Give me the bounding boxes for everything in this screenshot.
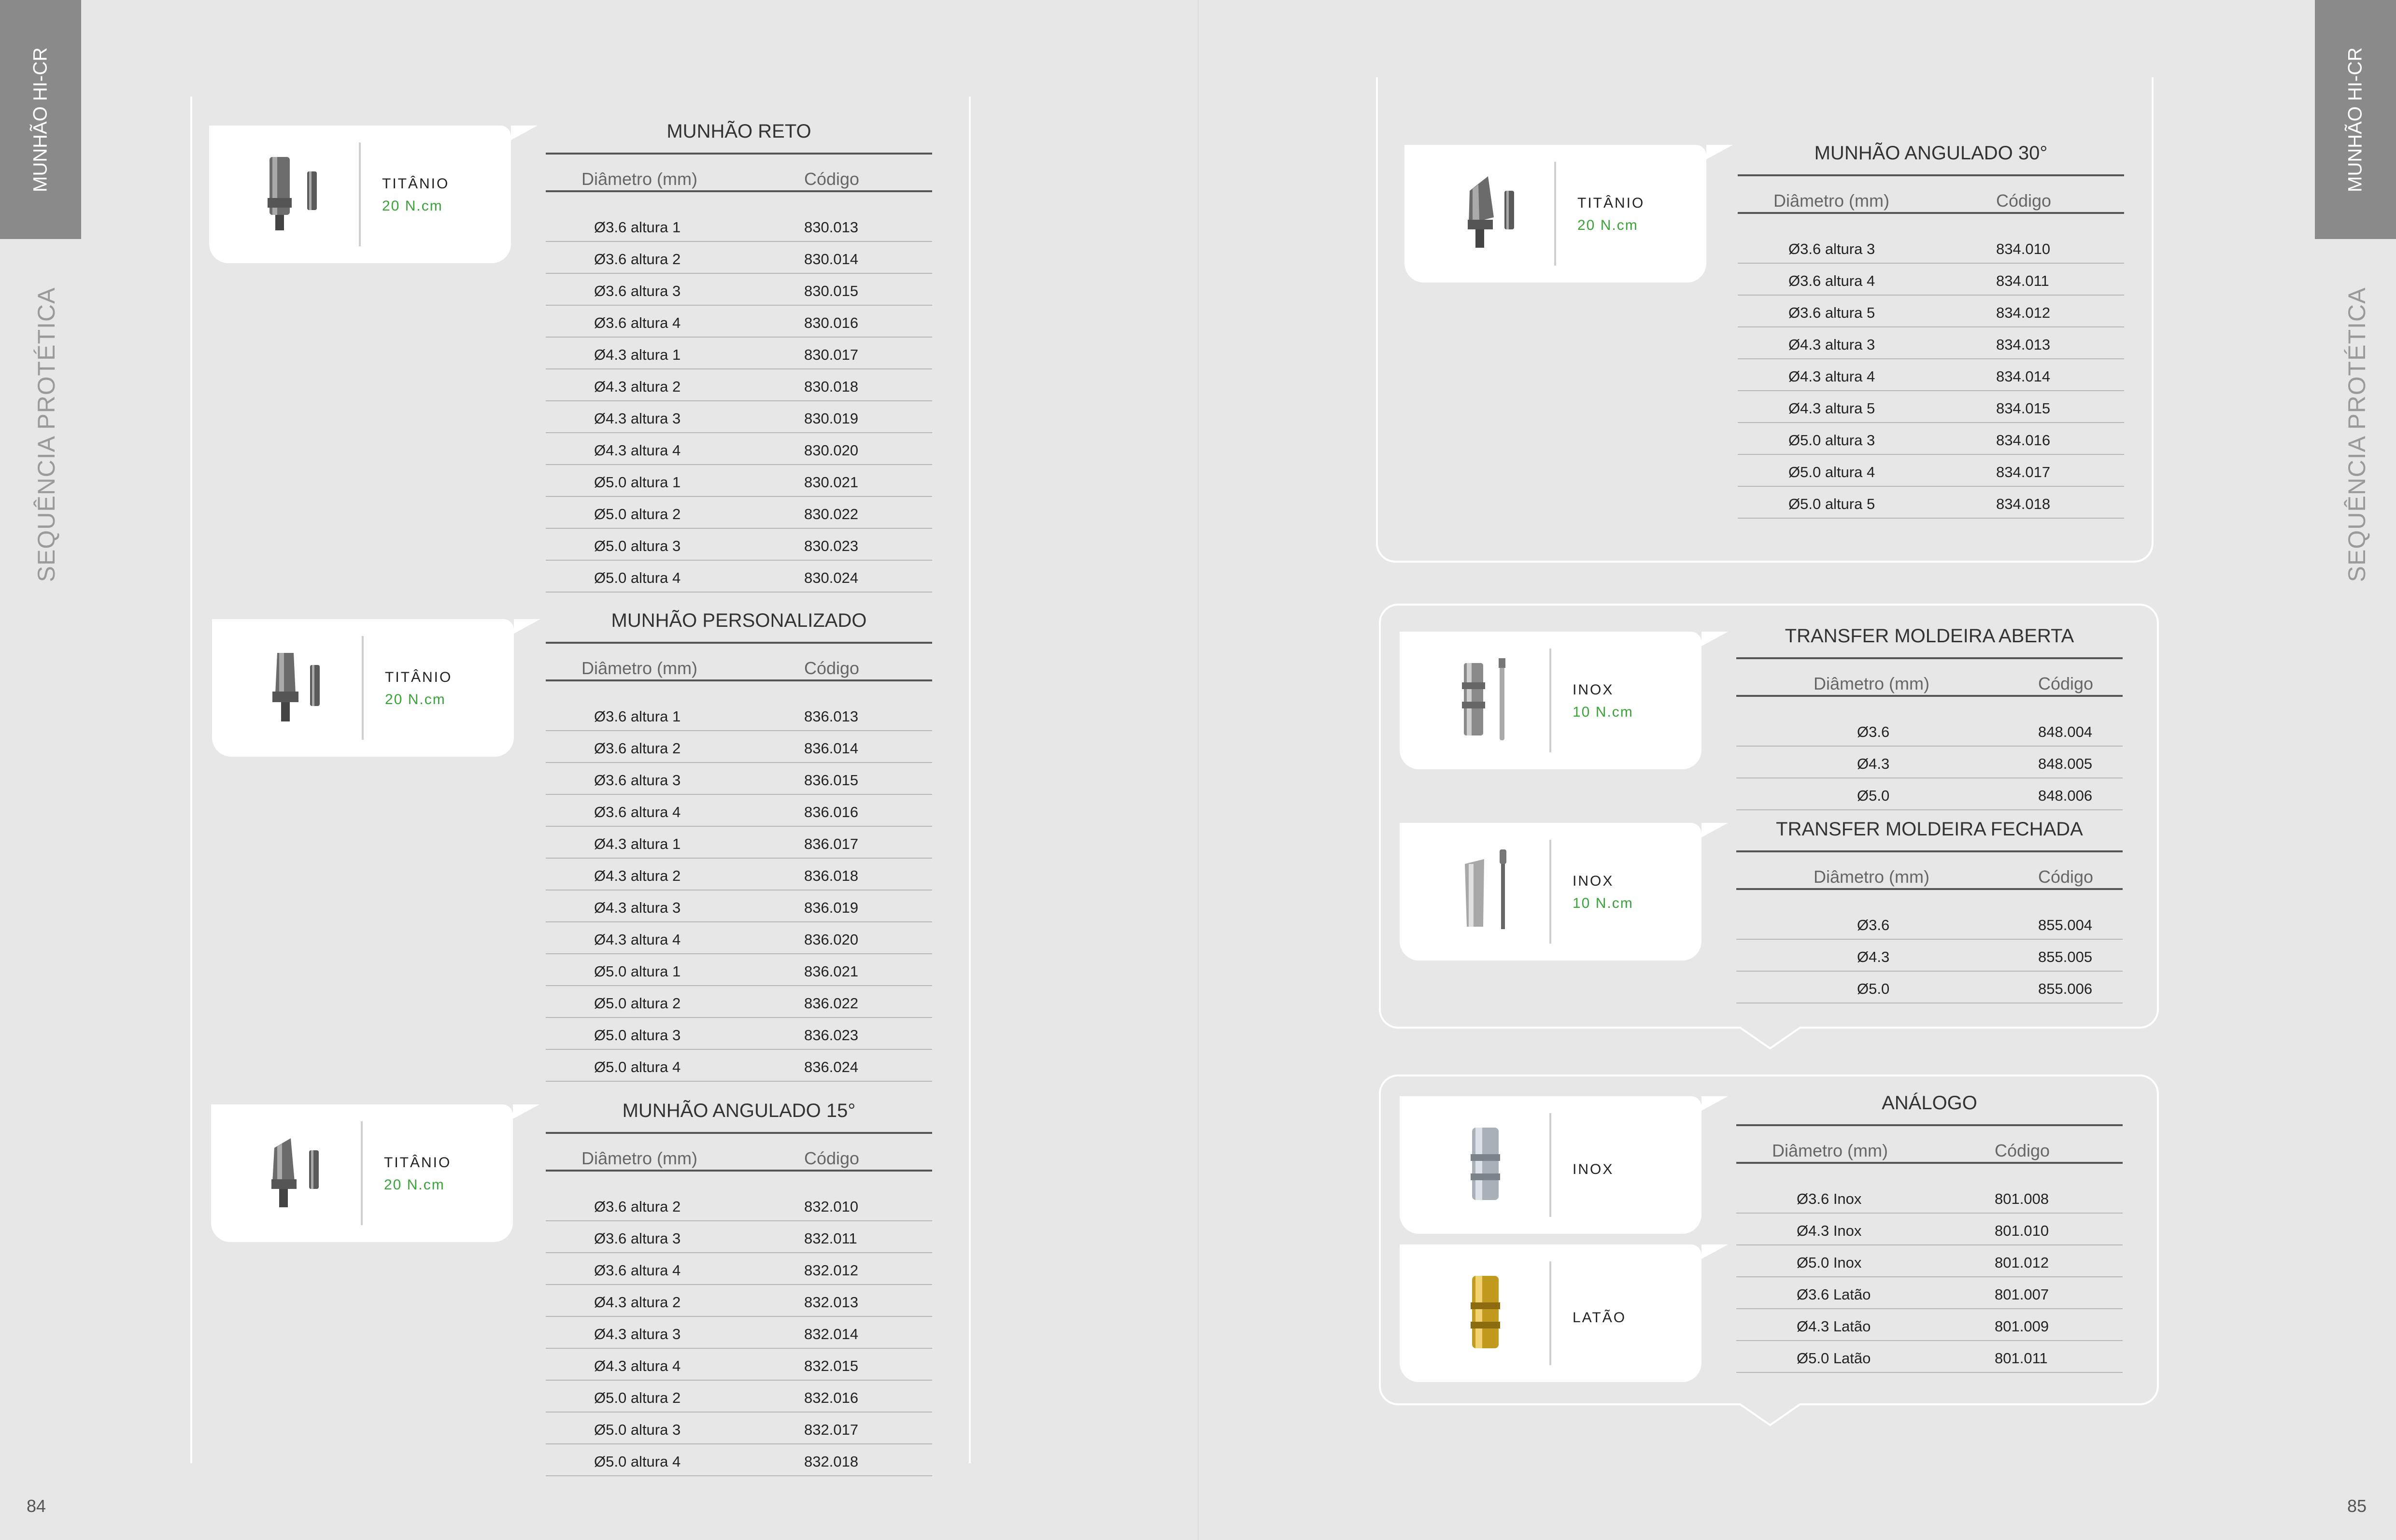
cell-code: 801.012 bbox=[1995, 1254, 2049, 1271]
cell-diameter: Ø5.0 Latão bbox=[1797, 1350, 1871, 1367]
left-side-tab-text: MUNHÃO HI-CR bbox=[29, 47, 51, 192]
table-row bbox=[546, 274, 932, 306]
table-row bbox=[546, 465, 932, 497]
cell-diameter: Ø4.3 altura 3 bbox=[594, 410, 681, 427]
torque-label: 20 N.cm bbox=[382, 198, 443, 214]
table-title: MUNHÃO PERSONALIZADO bbox=[611, 610, 867, 631]
table-row bbox=[1738, 359, 2124, 391]
cell-diameter: Ø4.3 altura 4 bbox=[594, 1357, 681, 1374]
page-divider bbox=[1198, 0, 1199, 1540]
table-row bbox=[1738, 232, 2124, 264]
table-row bbox=[1736, 1214, 2123, 1245]
product-card-transfer-aberta bbox=[1400, 632, 1701, 769]
material-label: INOX bbox=[1573, 1161, 1614, 1177]
abutment-straight-image bbox=[255, 147, 337, 239]
cell-code: 834.017 bbox=[1996, 464, 2051, 480]
material-label: TITÂNIO bbox=[1577, 195, 1645, 211]
cell-code: 830.018 bbox=[804, 378, 859, 395]
column-header-diameter: Diâmetro (mm) bbox=[581, 1148, 697, 1168]
table-row bbox=[1736, 908, 2123, 940]
cell-code: 830.014 bbox=[804, 251, 859, 268]
product-card-angulado-30 bbox=[1404, 145, 1706, 283]
table-row bbox=[1736, 1309, 2123, 1341]
table-row bbox=[546, 210, 932, 242]
cell-code: 830.019 bbox=[804, 410, 859, 427]
table-row bbox=[1736, 1277, 2123, 1309]
column-header-diameter: Diâmetro (mm) bbox=[1814, 674, 1929, 693]
column-header-diameter: Diâmetro (mm) bbox=[1773, 191, 1889, 211]
cell-diameter: Ø3.6 altura 3 bbox=[594, 772, 681, 789]
cell-diameter: Ø3.6 altura 5 bbox=[1788, 304, 1875, 321]
table-row bbox=[546, 1413, 932, 1444]
cell-code: 801.009 bbox=[1995, 1318, 2049, 1335]
table-row bbox=[546, 369, 932, 401]
table-row bbox=[546, 1253, 932, 1285]
cell-diameter: Ø5.0 altura 4 bbox=[594, 569, 681, 586]
cell-diameter: Ø4.3 altura 1 bbox=[594, 835, 681, 852]
table-row bbox=[1738, 455, 2124, 487]
cell-diameter: Ø4.3 altura 3 bbox=[594, 1326, 681, 1342]
table-row bbox=[546, 1285, 932, 1317]
table-row bbox=[1738, 327, 2124, 359]
product-card-transfer-fechada bbox=[1400, 823, 1701, 961]
cell-diameter: Ø4.3 altura 2 bbox=[594, 1294, 681, 1311]
cell-diameter: Ø3.6 altura 3 bbox=[594, 283, 681, 299]
material-label: INOX bbox=[1573, 682, 1614, 698]
table-title: TRANSFER MOLDEIRA ABERTA bbox=[1785, 625, 2074, 647]
cell-diameter: Ø3.6 bbox=[1857, 723, 1890, 740]
material-label: LATÃO bbox=[1573, 1310, 1627, 1326]
material-label: TITÂNIO bbox=[382, 176, 450, 192]
cell-code: 836.019 bbox=[804, 899, 859, 916]
cell-code: 836.014 bbox=[804, 740, 859, 757]
product-card-angulado-15 bbox=[211, 1104, 513, 1242]
left-page-number: 84 bbox=[27, 1496, 46, 1516]
column-header-code: Código bbox=[1996, 191, 2052, 211]
cell-code: 836.017 bbox=[804, 835, 859, 852]
transfer-open-tray-image bbox=[1446, 653, 1528, 745]
cell-code: 801.011 bbox=[1995, 1350, 2048, 1367]
cell-code: 834.018 bbox=[1996, 495, 2051, 512]
group-notch-transfers bbox=[1739, 1027, 1801, 1051]
cell-diameter: Ø3.6 altura 4 bbox=[594, 314, 681, 331]
cell-code: 832.010 bbox=[804, 1198, 859, 1215]
cell-diameter: Ø3.6 Latão bbox=[1797, 1286, 1871, 1303]
cell-code: 848.004 bbox=[2038, 723, 2093, 740]
material-label: INOX bbox=[1573, 873, 1614, 889]
table-row bbox=[1736, 778, 2123, 810]
right-side-label-text: SEQUÊNCIA PROTÉTICA bbox=[2343, 287, 2370, 582]
cell-code: 830.022 bbox=[804, 506, 859, 523]
table-title: MUNHÃO ANGULADO 15° bbox=[622, 1100, 856, 1121]
cell-code: 830.021 bbox=[804, 474, 859, 491]
left-side-label bbox=[32, 266, 61, 604]
table-header bbox=[546, 650, 932, 683]
cell-code: 801.010 bbox=[1995, 1222, 2049, 1239]
cell-diameter: Ø4.3 altura 2 bbox=[594, 378, 681, 395]
cell-code: 830.016 bbox=[804, 314, 859, 331]
cell-code: 848.006 bbox=[2038, 787, 2093, 804]
right-side-tab-text: MUNHÃO HI-CR bbox=[2344, 47, 2366, 192]
column-header-diameter: Diâmetro (mm) bbox=[1814, 867, 1929, 887]
cell-diameter: Ø3.6 altura 2 bbox=[594, 740, 681, 757]
table-row bbox=[1736, 747, 2123, 778]
column-header-code: Código bbox=[804, 169, 860, 189]
cell-diameter: Ø3.6 altura 4 bbox=[1788, 272, 1875, 289]
transfer-closed-tray-image bbox=[1446, 845, 1528, 936]
cell-diameter: Ø5.0 altura 1 bbox=[594, 474, 681, 491]
cell-diameter: Ø5.0 altura 3 bbox=[594, 1027, 681, 1044]
cell-diameter: Ø5.0 altura 3 bbox=[594, 537, 681, 554]
cell-diameter: Ø3.6 altura 3 bbox=[594, 1230, 681, 1247]
cell-code: 832.018 bbox=[804, 1453, 859, 1470]
table-title: TRANSFER MOLDEIRA FECHADA bbox=[1776, 819, 2083, 840]
cell-diameter: Ø3.6 altura 4 bbox=[594, 1262, 681, 1279]
table-row bbox=[546, 954, 932, 986]
cell-diameter: Ø4.3 altura 4 bbox=[594, 931, 681, 948]
cell-diameter: Ø4.3 bbox=[1857, 755, 1890, 772]
column-header-code: Código bbox=[804, 658, 860, 678]
right-side-tab bbox=[2315, 0, 2396, 239]
cell-code: 836.015 bbox=[804, 772, 859, 789]
cell-code: 855.006 bbox=[2038, 980, 2093, 997]
cell-diameter: Ø4.3 Latão bbox=[1797, 1318, 1871, 1335]
left-side-tab bbox=[0, 0, 81, 239]
cell-code: 836.024 bbox=[804, 1059, 859, 1075]
table-row bbox=[546, 1381, 932, 1413]
cell-code: 830.023 bbox=[804, 537, 859, 554]
table-row bbox=[546, 699, 932, 731]
cell-diameter: Ø5.0 altura 2 bbox=[594, 506, 681, 523]
cell-code: 836.023 bbox=[804, 1027, 859, 1044]
cell-code: 855.004 bbox=[2038, 917, 2093, 933]
cell-code: 836.018 bbox=[804, 867, 859, 884]
cell-diameter: Ø4.3 altura 2 bbox=[594, 867, 681, 884]
cell-code: 832.011 bbox=[804, 1230, 857, 1247]
cell-diameter: Ø4.3 altura 4 bbox=[1788, 368, 1875, 385]
cell-diameter: Ø5.0 altura 2 bbox=[594, 995, 681, 1012]
table-row bbox=[546, 1444, 932, 1476]
cell-diameter: Ø5.0 altura 3 bbox=[594, 1421, 681, 1438]
cell-code: 836.021 bbox=[804, 963, 859, 980]
right-side-label bbox=[2342, 266, 2371, 604]
cell-diameter: Ø5.0 altura 1 bbox=[594, 963, 681, 980]
table-row bbox=[1736, 940, 2123, 972]
column-header-code: Código bbox=[2038, 674, 2094, 693]
table-header bbox=[1738, 182, 2124, 216]
table-row bbox=[546, 922, 932, 954]
cell-code: 830.015 bbox=[804, 283, 859, 299]
cell-diameter: Ø4.3 bbox=[1857, 948, 1890, 965]
cell-diameter: Ø4.3 Inox bbox=[1797, 1222, 1862, 1239]
torque-label: 20 N.cm bbox=[384, 1177, 445, 1193]
table-header bbox=[546, 160, 932, 194]
table-row bbox=[1738, 296, 2124, 327]
cell-code: 832.012 bbox=[804, 1262, 859, 1279]
cell-diameter: Ø4.3 altura 5 bbox=[1788, 400, 1875, 417]
table-title: MUNHÃO RETO bbox=[666, 121, 811, 142]
table-row bbox=[1738, 391, 2124, 423]
abutment-angled-30-image bbox=[1450, 167, 1532, 258]
cell-code: 834.013 bbox=[1996, 336, 2051, 353]
cell-diameter: Ø5.0 Inox bbox=[1797, 1254, 1862, 1271]
material-label: TITÂNIO bbox=[384, 1155, 452, 1171]
table-row bbox=[546, 890, 932, 922]
cell-code: 834.010 bbox=[1996, 240, 2051, 257]
torque-label: 10 N.cm bbox=[1573, 895, 1633, 911]
cell-diameter: Ø3.6 altura 4 bbox=[594, 804, 681, 820]
table-row bbox=[546, 859, 932, 890]
table-row bbox=[546, 338, 932, 369]
cell-diameter: Ø5.0 bbox=[1857, 980, 1890, 997]
table-row bbox=[546, 497, 932, 529]
cell-diameter: Ø5.0 altura 2 bbox=[594, 1389, 681, 1406]
cell-code: 836.020 bbox=[804, 931, 859, 948]
table-row bbox=[546, 401, 932, 433]
product-card-reto bbox=[209, 126, 511, 263]
table-row bbox=[546, 1221, 932, 1253]
table-row bbox=[546, 1349, 932, 1381]
table-row bbox=[546, 306, 932, 338]
column-header-code: Código bbox=[1995, 1141, 2050, 1160]
cell-diameter: Ø5.0 altura 3 bbox=[1788, 432, 1875, 449]
table-row bbox=[546, 986, 932, 1018]
cell-diameter: Ø3.6 altura 3 bbox=[1788, 240, 1875, 257]
cell-code: 830.020 bbox=[804, 442, 859, 459]
table-header bbox=[1736, 1132, 2123, 1166]
table-title: ANÁLOGO bbox=[1882, 1092, 1977, 1114]
table-row bbox=[1736, 972, 2123, 1003]
cell-code: 836.016 bbox=[804, 804, 859, 820]
table-header bbox=[1736, 665, 2123, 699]
column-header-code: Código bbox=[2038, 867, 2094, 887]
cell-diameter: Ø3.6 Inox bbox=[1797, 1190, 1862, 1207]
column-header-diameter: Diâmetro (mm) bbox=[581, 658, 697, 678]
table-header bbox=[1736, 858, 2123, 892]
cell-diameter: Ø5.0 altura 4 bbox=[594, 1453, 681, 1470]
frame-line-left bbox=[190, 97, 192, 1463]
torque-label: 10 N.cm bbox=[1573, 704, 1633, 720]
cell-code: 834.014 bbox=[1996, 368, 2051, 385]
table-row bbox=[1736, 715, 2123, 747]
cell-diameter: Ø5.0 altura 4 bbox=[1788, 464, 1875, 480]
torque-label: 20 N.cm bbox=[385, 692, 446, 707]
table-row bbox=[546, 529, 932, 561]
abutment-custom-image bbox=[258, 641, 340, 733]
torque-label: 20 N.cm bbox=[1577, 217, 1638, 233]
product-card-analogo-latao bbox=[1400, 1244, 1701, 1382]
left-side-label-text: SEQUÊNCIA PROTÉTICA bbox=[33, 287, 60, 582]
cell-code: 834.011 bbox=[1996, 272, 2049, 289]
cell-diameter: Ø3.6 altura 2 bbox=[594, 1198, 681, 1215]
table-row bbox=[546, 763, 932, 795]
cell-diameter: Ø3.6 altura 1 bbox=[594, 219, 681, 236]
column-header-diameter: Diâmetro (mm) bbox=[581, 169, 697, 189]
table-row bbox=[546, 827, 932, 859]
cell-diameter: Ø5.0 altura 5 bbox=[1788, 495, 1875, 512]
cell-diameter: Ø3.6 bbox=[1857, 917, 1890, 933]
group-notch-analogo bbox=[1739, 1403, 1801, 1427]
cell-code: 836.013 bbox=[804, 708, 859, 725]
cell-diameter: Ø4.3 altura 3 bbox=[594, 899, 681, 916]
abutment-angled-15-image bbox=[257, 1126, 339, 1218]
material-label: TITÂNIO bbox=[385, 669, 453, 685]
table-row bbox=[546, 1189, 932, 1221]
cell-code: 832.014 bbox=[804, 1326, 859, 1342]
table-row bbox=[1736, 1341, 2123, 1373]
table-row bbox=[1738, 487, 2124, 519]
cell-code: 830.013 bbox=[804, 219, 859, 236]
cell-diameter: Ø5.0 bbox=[1857, 787, 1890, 804]
cell-diameter: Ø3.6 altura 1 bbox=[594, 708, 681, 725]
table-row bbox=[546, 731, 932, 763]
column-header-diameter: Diâmetro (mm) bbox=[1772, 1141, 1888, 1160]
cell-code: 801.008 bbox=[1995, 1190, 2049, 1207]
table-row bbox=[546, 1317, 932, 1349]
product-card-personalizado bbox=[212, 619, 514, 757]
cell-diameter: Ø3.6 altura 2 bbox=[594, 251, 681, 268]
cell-code: 832.015 bbox=[804, 1357, 859, 1374]
table-row bbox=[546, 433, 932, 465]
table-row bbox=[1736, 1182, 2123, 1214]
table-row bbox=[546, 795, 932, 827]
column-header-code: Código bbox=[804, 1148, 860, 1168]
table-row bbox=[1736, 1245, 2123, 1277]
table-title: MUNHÃO ANGULADO 30° bbox=[1814, 142, 2048, 164]
cell-code: 834.016 bbox=[1996, 432, 2051, 449]
cell-diameter: Ø5.0 altura 4 bbox=[594, 1059, 681, 1075]
table-row bbox=[546, 1018, 932, 1050]
cell-diameter: Ø4.3 altura 3 bbox=[1788, 336, 1875, 353]
cell-code: 855.005 bbox=[2038, 948, 2093, 965]
table-row bbox=[546, 1050, 932, 1082]
product-card-analogo-inox bbox=[1400, 1096, 1701, 1234]
cell-code: 848.005 bbox=[2038, 755, 2093, 772]
cell-code: 834.012 bbox=[1996, 304, 2051, 321]
table-row bbox=[1738, 264, 2124, 296]
right-page-number: 85 bbox=[2347, 1496, 2367, 1516]
cell-code: 830.017 bbox=[804, 346, 859, 363]
cell-code: 801.007 bbox=[1995, 1286, 2049, 1303]
table-row bbox=[1738, 423, 2124, 455]
cell-code: 832.016 bbox=[804, 1389, 859, 1406]
table-row bbox=[546, 242, 932, 274]
cell-code: 830.024 bbox=[804, 569, 859, 586]
cell-diameter: Ø4.3 altura 1 bbox=[594, 346, 681, 363]
cell-code: 832.013 bbox=[804, 1294, 859, 1311]
table-header bbox=[546, 1140, 932, 1173]
table-row bbox=[546, 561, 932, 593]
cell-code: 836.022 bbox=[804, 995, 859, 1012]
cell-code: 832.017 bbox=[804, 1421, 859, 1438]
cell-code: 834.015 bbox=[1996, 400, 2051, 417]
analog-brass-image bbox=[1446, 1266, 1528, 1358]
analog-inox-image bbox=[1446, 1118, 1528, 1210]
cell-diameter: Ø4.3 altura 4 bbox=[594, 442, 681, 459]
frame-line-right bbox=[969, 97, 971, 1463]
